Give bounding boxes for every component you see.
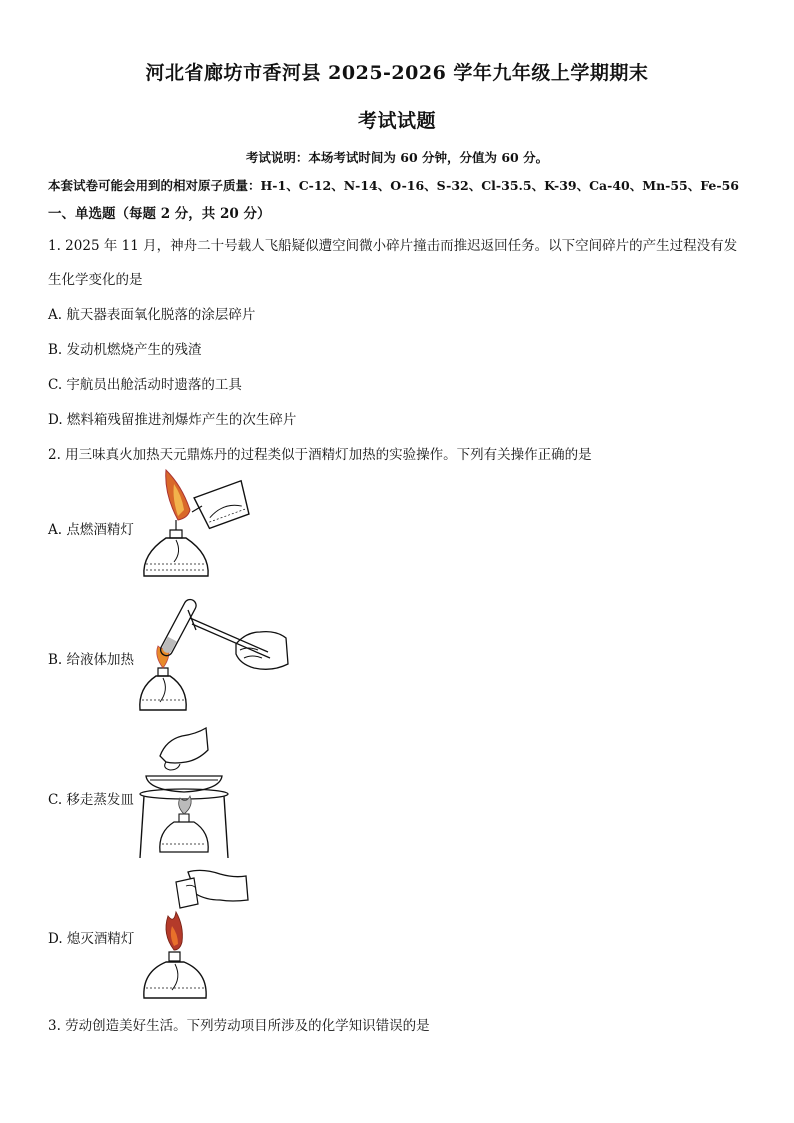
removing-evaporating-dish-by-hand-icon (136, 726, 232, 862)
extinguishing-lamp-with-paper-icon (136, 864, 252, 1004)
heating-test-tube-liquid-icon (136, 592, 296, 718)
q2-option-b-label: B. 给液体加热 (48, 652, 135, 668)
exam-title-line1: 河北省廊坊市香河县 2025-2026 学年九年级上学期期末 (145, 62, 649, 84)
q3-text: 3. 劳动创造美好生活。下列劳动项目所涉及的化学知识错误的是 (48, 1018, 430, 1034)
section-heading: 一、单选题（每题 2 分，共 20 分） (48, 206, 271, 222)
q1-option-c: C. 宇航员出舱活动时遗落的工具 (48, 377, 242, 393)
atomic-masses: 本套试卷可能会用到的相对原子质量：H-1、C-12、N-14、O-16、S-32、Cl-35.5、K-39、Ca-40、Mn-55、Fe-56 (48, 178, 739, 193)
q2-option-c-label: C. 移走蒸发皿 (48, 792, 134, 808)
q2-text: 2. 用三味真火加热天元鼎炼丹的过程类似于酒精灯加热的实验操作。下列有关操作正确的是 (48, 447, 592, 463)
q2-option-d-label: D. 熄灭酒精灯 (48, 931, 135, 947)
exam-title-line2: 考试试题 (357, 110, 436, 132)
q1-text-line1: 1. 2025 年 11 月，神舟二十号载人飞船疑似遭空间微小碎片撞击而推迟返回任务。以下空间碎片的产生过程没有发 (48, 238, 738, 254)
q2-option-a-label: A. 点燃酒精灯 (48, 522, 134, 538)
q1-text-line2: 生化学变化的是 (48, 272, 143, 288)
exam-note: 考试说明：本场考试时间为 60 分钟，分值为 60 分。 (245, 150, 549, 165)
lighting-alcohol-lamp-with-another-lamp-icon (136, 466, 256, 586)
q1-option-a: A. 航天器表面氧化脱落的涂层碎片 (48, 307, 256, 323)
q1-option-d: D. 燃料箱残留推进剂爆炸产生的次生碎片 (48, 412, 297, 428)
q1-option-b: B. 发动机燃烧产生的残渣 (48, 342, 202, 358)
